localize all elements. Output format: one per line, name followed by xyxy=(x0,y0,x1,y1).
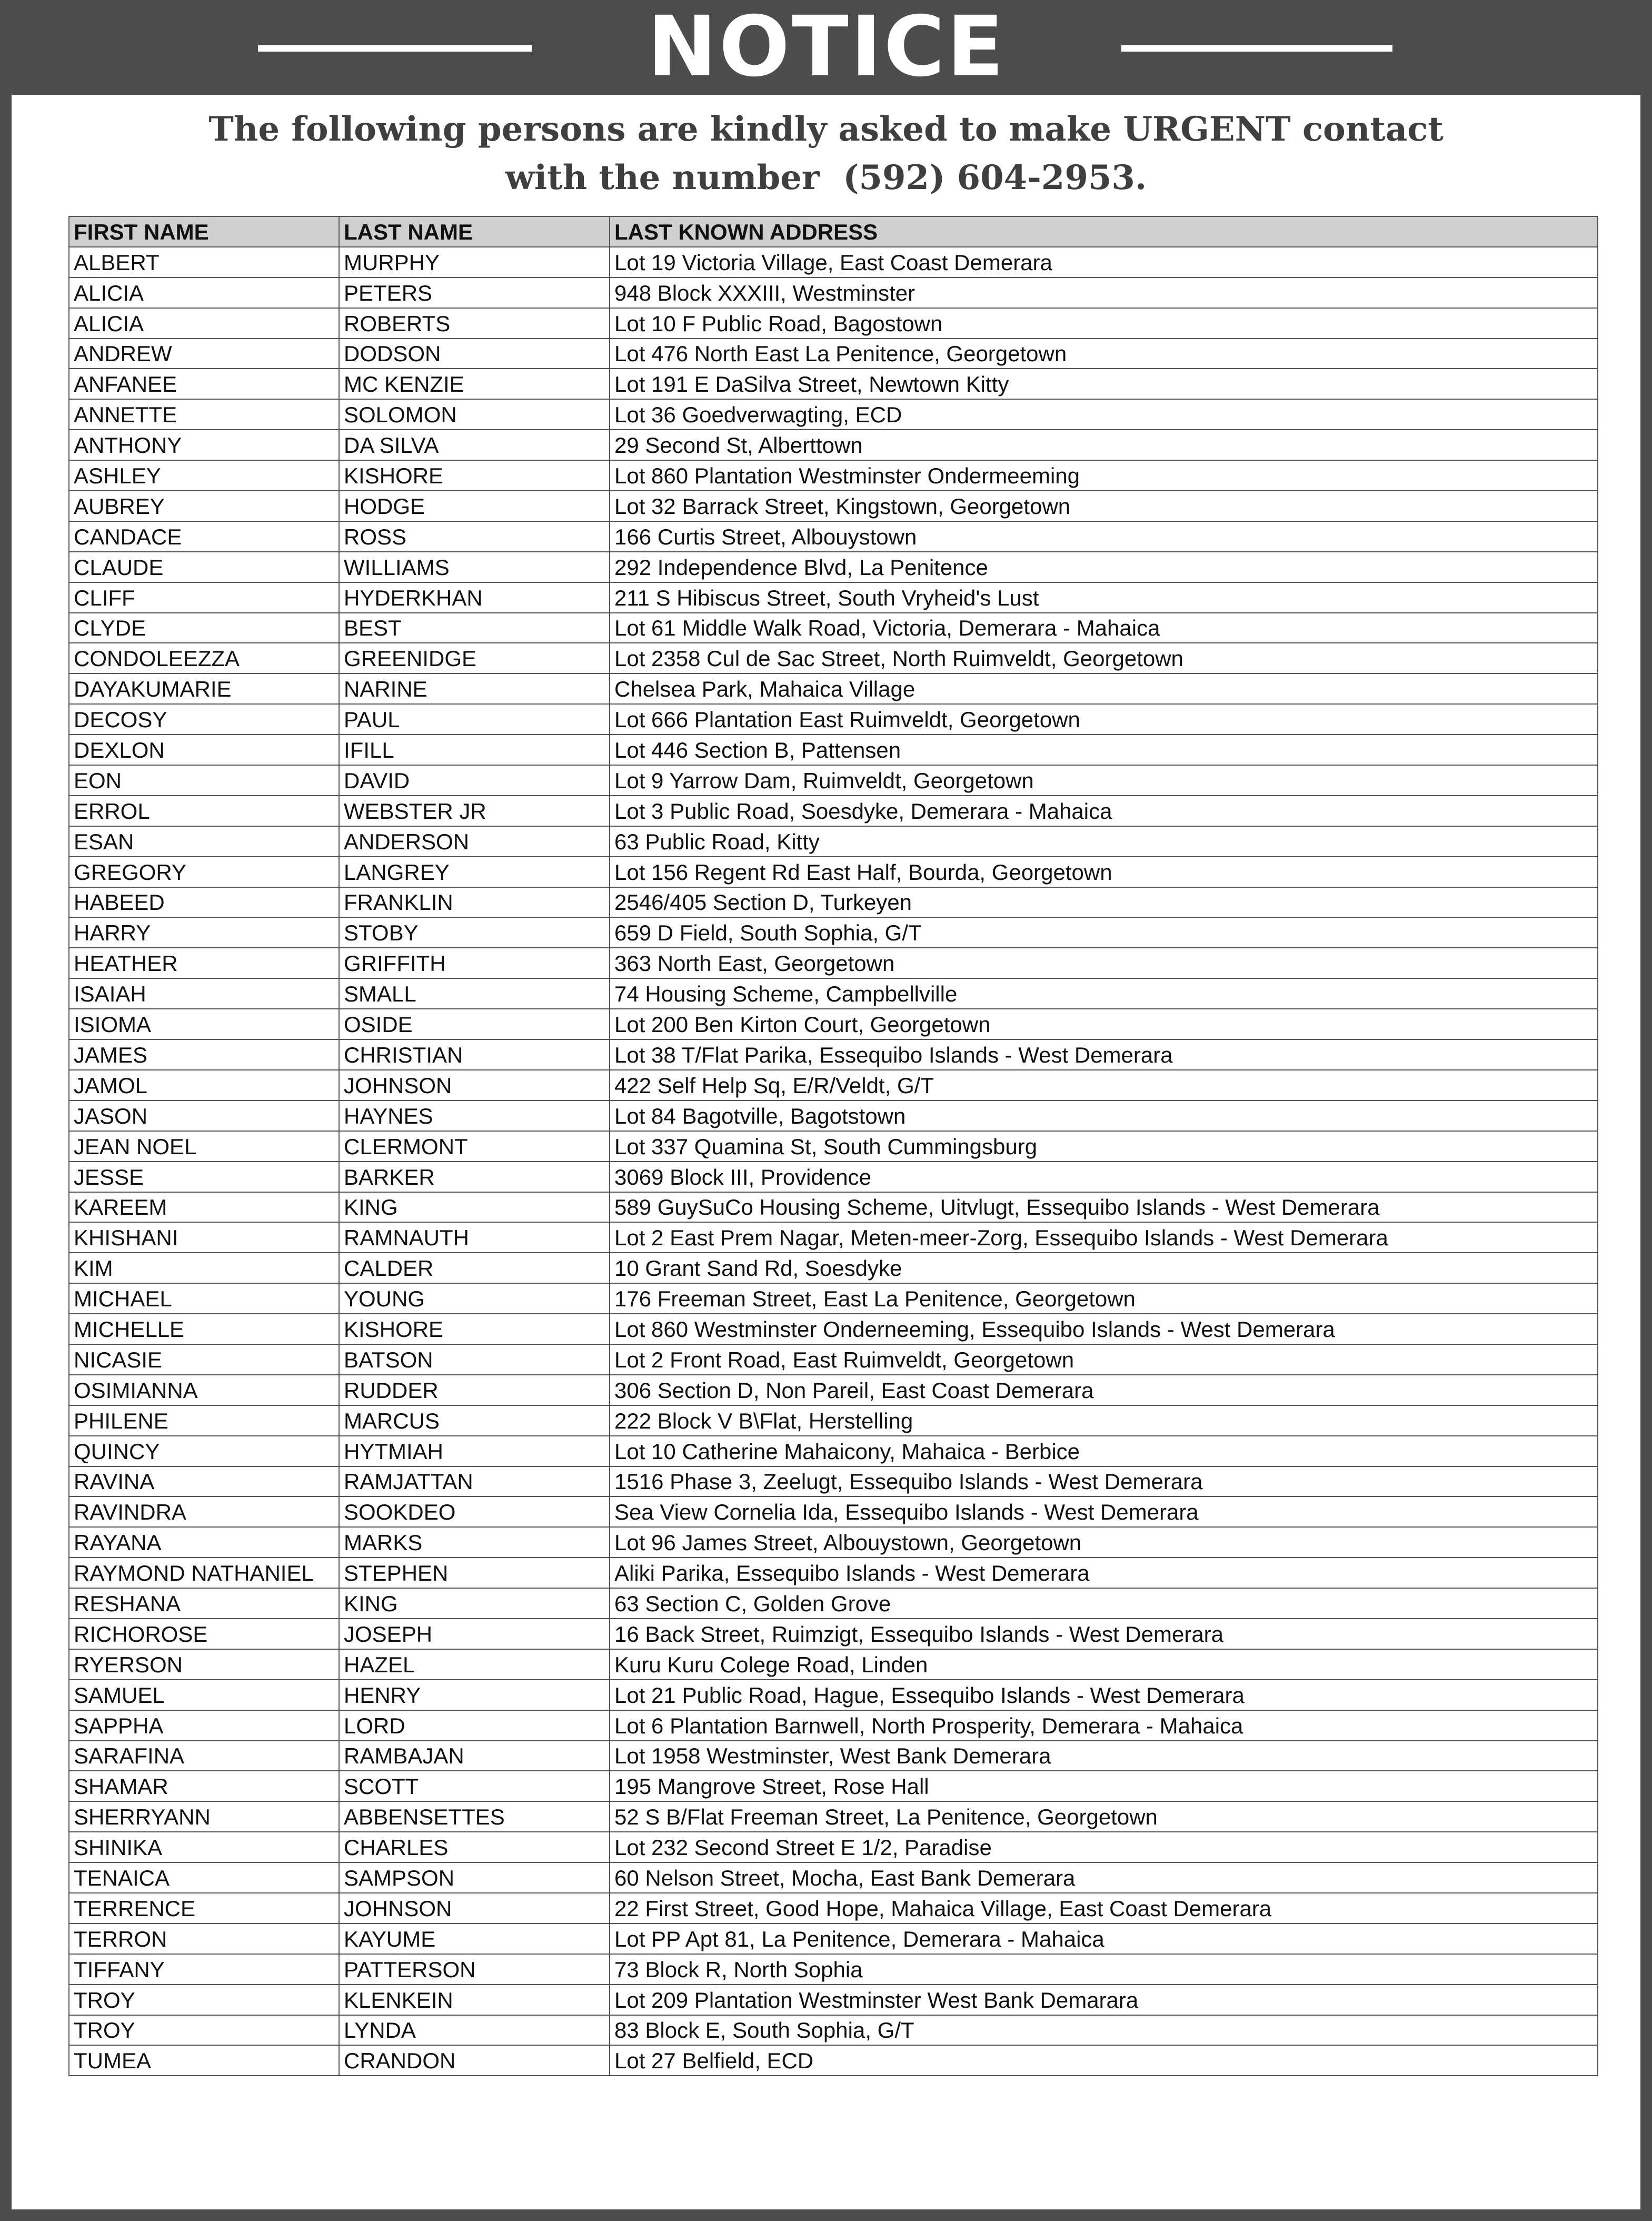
table-row xyxy=(69,1039,1598,1070)
last-name-cell: KAYUME xyxy=(339,1923,610,1954)
first-name-cell: SAMUEL xyxy=(69,1680,339,1710)
table-row xyxy=(69,1009,1598,1039)
first-name-cell: OSIMIANNA xyxy=(69,1375,339,1405)
address-cell: 16 Back Street, Ruimzigt, Essequibo Islands - West Demerara xyxy=(610,1619,1598,1649)
last-name-cell: HAYNES xyxy=(339,1100,610,1131)
address-cell: Lot 84 Bagotville, Bagotstown xyxy=(610,1100,1598,1131)
table-row xyxy=(69,1314,1598,1344)
table-row xyxy=(69,1862,1598,1893)
first-name-cell: PHILENE xyxy=(69,1405,339,1436)
last-name-cell: WEBSTER JR xyxy=(339,796,610,826)
first-name-cell: ISIOMA xyxy=(69,1009,339,1039)
first-name-cell: AUBREY xyxy=(69,491,339,521)
address-cell: 2546/405 Section D, Turkeyen xyxy=(610,887,1598,918)
table-row xyxy=(69,369,1598,399)
address-cell: Aliki Parika, Essequibo Islands - West Demerara xyxy=(610,1558,1598,1588)
first-name-cell: KIM xyxy=(69,1253,339,1283)
address-cell: Lot 38 T/Flat Parika, Essequibo Islands - West Demerara xyxy=(610,1039,1598,1070)
last-name-cell: MC KENZIE xyxy=(339,369,610,399)
address-cell: Lot 2358 Cul de Sac Street, North Ruimveldt, Georgetown xyxy=(610,643,1598,673)
address-cell: Lot 3 Public Road, Soesdyke, Demerara - Mahaica xyxy=(610,796,1598,826)
persons-table-wrap xyxy=(68,216,1597,2076)
address-cell: 29 Second St, Alberttown xyxy=(610,430,1598,460)
table-row xyxy=(69,643,1598,673)
last-name-cell: NARINE xyxy=(339,673,610,704)
first-name-cell: CANDACE xyxy=(69,521,339,552)
address-cell: 292 Independence Blvd, La Penitence xyxy=(610,552,1598,582)
address-cell: 10 Grant Sand Rd, Soesdyke xyxy=(610,1253,1598,1283)
last-name-cell: BARKER xyxy=(339,1162,610,1192)
last-name-cell: RAMJATTAN xyxy=(339,1466,610,1497)
address-cell: 948 Block XXXIII, Westminster xyxy=(610,277,1598,308)
first-name-cell: SHINIKA xyxy=(69,1832,339,1862)
address-cell: 222 Block V B\Flat, Herstelling xyxy=(610,1405,1598,1436)
last-name-cell: HYDERKHAN xyxy=(339,582,610,613)
address-cell: Lot 209 Plantation Westminster West Bank Demarara xyxy=(610,1985,1598,2015)
last-name-cell: SCOTT xyxy=(339,1771,610,1801)
header-first-name: FIRST NAME xyxy=(69,216,339,247)
table-row xyxy=(69,582,1598,613)
table-row xyxy=(69,1466,1598,1497)
last-name-cell: MARCUS xyxy=(339,1405,610,1436)
address-cell: Lot 2 Front Road, East Ruimveldt, Georgetown xyxy=(610,1344,1598,1375)
first-name-cell: JAMES xyxy=(69,1039,339,1070)
address-cell: 422 Self Help Sq, E/R/Veldt, G/T xyxy=(610,1070,1598,1100)
first-name-cell: TUMEA xyxy=(69,2045,339,2076)
table-row xyxy=(69,1558,1598,1588)
banner-rule-left xyxy=(258,45,532,52)
last-name-cell: KING xyxy=(339,1588,610,1619)
address-cell: Lot 10 F Public Road, Bagostown xyxy=(610,308,1598,339)
table-header-row xyxy=(69,216,1598,247)
first-name-cell: NICASIE xyxy=(69,1344,339,1375)
first-name-cell: RAYANA xyxy=(69,1527,339,1558)
table-row xyxy=(69,247,1598,277)
last-name-cell: GREENIDGE xyxy=(339,643,610,673)
address-cell: 306 Section D, Non Pareil, East Coast Demerara xyxy=(610,1375,1598,1405)
first-name-cell: DEXLON xyxy=(69,735,339,765)
first-name-cell: JAMOL xyxy=(69,1070,339,1100)
table-row xyxy=(69,735,1598,765)
address-cell: Lot 156 Regent Rd East Half, Bourda, Georgetown xyxy=(610,857,1598,887)
address-cell: 52 S B/Flat Freeman Street, La Penitence, Georgetown xyxy=(610,1801,1598,1832)
table-row xyxy=(69,1619,1598,1649)
last-name-cell: JOHNSON xyxy=(339,1893,610,1923)
first-name-cell: JESSE xyxy=(69,1162,339,1192)
first-name-cell: TROY xyxy=(69,1985,339,2015)
first-name-cell: ANDREW xyxy=(69,339,339,369)
last-name-cell: HENRY xyxy=(339,1680,610,1710)
first-name-cell: HABEED xyxy=(69,887,339,918)
first-name-cell: EON xyxy=(69,765,339,796)
last-name-cell: BEST xyxy=(339,613,610,643)
table-row xyxy=(69,1344,1598,1375)
headline-line-2: with the number (592) 604-2953. xyxy=(505,158,1147,197)
last-name-cell: PAUL xyxy=(339,704,610,735)
table-row xyxy=(69,796,1598,826)
last-name-cell: IFILL xyxy=(339,735,610,765)
table-row xyxy=(69,521,1598,552)
first-name-cell: MICHELLE xyxy=(69,1314,339,1344)
table-row xyxy=(69,1588,1598,1619)
table-row xyxy=(69,887,1598,918)
address-cell: 1516 Phase 3, Zeelugt, Essequibo Islands - West Demerara xyxy=(610,1466,1598,1497)
address-cell: 211 S Hibiscus Street, South Vryheid's Lust xyxy=(610,582,1598,613)
first-name-cell: ANNETTE xyxy=(69,399,339,430)
first-name-cell: SHAMAR xyxy=(69,1771,339,1801)
address-cell: 22 First Street, Good Hope, Mahaica Village, East Coast Demerara xyxy=(610,1893,1598,1923)
address-cell: 166 Curtis Street, Albouystown xyxy=(610,521,1598,552)
first-name-cell: RESHANA xyxy=(69,1588,339,1619)
first-name-cell: ESAN xyxy=(69,826,339,857)
last-name-cell: FRANKLIN xyxy=(339,887,610,918)
first-name-cell: SAPPHA xyxy=(69,1710,339,1741)
first-name-cell: KHISHANI xyxy=(69,1222,339,1253)
table-row xyxy=(69,1649,1598,1680)
table-row xyxy=(69,1771,1598,1801)
banner-rule-right xyxy=(1121,45,1392,52)
address-cell: 363 North East, Georgetown xyxy=(610,948,1598,978)
last-name-cell: CHARLES xyxy=(339,1832,610,1862)
address-cell: 659 D Field, South Sophia, G/T xyxy=(610,917,1598,948)
last-name-cell: WILLIAMS xyxy=(339,552,610,582)
last-name-cell: LANGREY xyxy=(339,857,610,887)
address-cell: Lot 200 Ben Kirton Court, Georgetown xyxy=(610,1009,1598,1039)
table-row xyxy=(69,1954,1598,1985)
table-row xyxy=(69,1375,1598,1405)
table-row xyxy=(69,1070,1598,1100)
first-name-cell: TROY xyxy=(69,2015,339,2046)
notice-headline xyxy=(12,105,1640,202)
last-name-cell: KISHORE xyxy=(339,1314,610,1344)
last-name-cell: ROBERTS xyxy=(339,308,610,339)
table-row xyxy=(69,339,1598,369)
first-name-cell: SARAFINA xyxy=(69,1741,339,1771)
address-cell: 60 Nelson Street, Mocha, East Bank Demerara xyxy=(610,1862,1598,1893)
address-cell: Lot 27 Belfield, ECD xyxy=(610,2045,1598,2076)
address-cell: 63 Public Road, Kitty xyxy=(610,826,1598,857)
address-cell: Lot 61 Middle Walk Road, Victoria, Demerara - Mahaica xyxy=(610,613,1598,643)
last-name-cell: PETERS xyxy=(339,277,610,308)
table-row xyxy=(69,1680,1598,1710)
last-name-cell: STEPHEN xyxy=(339,1558,610,1588)
table-row xyxy=(69,308,1598,339)
address-cell: Lot 9 Yarrow Dam, Ruimveldt, Georgetown xyxy=(610,765,1598,796)
last-name-cell: DA SILVA xyxy=(339,430,610,460)
first-name-cell: SHERRYANN xyxy=(69,1801,339,1832)
first-name-cell: CONDOLEEZZA xyxy=(69,643,339,673)
address-cell: 63 Section C, Golden Grove xyxy=(610,1588,1598,1619)
table-body xyxy=(69,247,1598,2076)
table-row xyxy=(69,1985,1598,2015)
table-row xyxy=(69,1436,1598,1466)
address-cell: 589 GuySuCo Housing Scheme, Uitvlugt, Essequibo Islands - West Demerara xyxy=(610,1192,1598,1223)
table-row xyxy=(69,1710,1598,1741)
last-name-cell: SOOKDEO xyxy=(339,1496,610,1527)
table-row xyxy=(69,1527,1598,1558)
first-name-cell: ANFANEE xyxy=(69,369,339,399)
first-name-cell: HEATHER xyxy=(69,948,339,978)
table-row xyxy=(69,948,1598,978)
last-name-cell: RAMNAUTH xyxy=(339,1222,610,1253)
address-cell: 73 Block R, North Sophia xyxy=(610,1954,1598,1985)
table-row xyxy=(69,1222,1598,1253)
first-name-cell: GREGORY xyxy=(69,857,339,887)
persons-table xyxy=(68,216,1598,2076)
table-row xyxy=(69,460,1598,491)
address-cell: Lot 860 Plantation Westminster Ondermeeming xyxy=(610,460,1598,491)
last-name-cell: JOSEPH xyxy=(339,1619,610,1649)
first-name-cell: RAVINDRA xyxy=(69,1496,339,1527)
last-name-cell: GRIFFITH xyxy=(339,948,610,978)
first-name-cell: HARRY xyxy=(69,917,339,948)
first-name-cell: DAYAKUMARIE xyxy=(69,673,339,704)
last-name-cell: MARKS xyxy=(339,1527,610,1558)
address-cell: 74 Housing Scheme, Campbellville xyxy=(610,978,1598,1009)
address-cell: Lot 2 East Prem Nagar, Meten-meer-Zorg, Essequibo Islands - West Demerara xyxy=(610,1222,1598,1253)
address-cell: Lot 19 Victoria Village, East Coast Demerara xyxy=(610,247,1598,277)
table-row xyxy=(69,673,1598,704)
last-name-cell: JOHNSON xyxy=(339,1070,610,1100)
last-name-cell: YOUNG xyxy=(339,1283,610,1314)
table-row xyxy=(69,1405,1598,1436)
address-cell: Lot 860 Westminster Onderneeming, Essequibo Islands - West Demerara xyxy=(610,1314,1598,1344)
address-cell: Lot 476 North East La Penitence, Georgetown xyxy=(610,339,1598,369)
first-name-cell: MICHAEL xyxy=(69,1283,339,1314)
last-name-cell: CALDER xyxy=(339,1253,610,1283)
address-cell: Lot 10 Catherine Mahaicony, Mahaica - Berbice xyxy=(610,1436,1598,1466)
address-cell: 195 Mangrove Street, Rose Hall xyxy=(610,1771,1598,1801)
last-name-cell: HAZEL xyxy=(339,1649,610,1680)
address-cell: Lot 1958 Westminster, West Bank Demerara xyxy=(610,1741,1598,1771)
last-name-cell: KLENKEIN xyxy=(339,1985,610,2015)
last-name-cell: HYTMIAH xyxy=(339,1436,610,1466)
header-last-known-address: LAST KNOWN ADDRESS xyxy=(610,216,1598,247)
table-row xyxy=(69,277,1598,308)
last-name-cell: LYNDA xyxy=(339,2015,610,2046)
last-name-cell: PATTERSON xyxy=(339,1954,610,1985)
last-name-cell: KING xyxy=(339,1192,610,1223)
table-row xyxy=(69,826,1598,857)
address-cell: 176 Freeman Street, East La Penitence, Georgetown xyxy=(610,1283,1598,1314)
table-row xyxy=(69,1801,1598,1832)
table-row xyxy=(69,704,1598,735)
first-name-cell: JEAN NOEL xyxy=(69,1131,339,1162)
table-row xyxy=(69,1832,1598,1862)
table-row xyxy=(69,765,1598,796)
last-name-cell: BATSON xyxy=(339,1344,610,1375)
table-row xyxy=(69,857,1598,887)
address-cell: 83 Block E, South Sophia, G/T xyxy=(610,2015,1598,2046)
last-name-cell: SMALL xyxy=(339,978,610,1009)
table-row xyxy=(69,1100,1598,1131)
last-name-cell: STOBY xyxy=(339,917,610,948)
first-name-cell: TENAICA xyxy=(69,1862,339,1893)
last-name-cell: ABBENSETTES xyxy=(339,1801,610,1832)
address-cell: Sea View Cornelia Ida, Essequibo Islands - West Demerara xyxy=(610,1496,1598,1527)
address-cell: Lot 36 Goedverwagting, ECD xyxy=(610,399,1598,430)
first-name-cell: CLIFF xyxy=(69,582,339,613)
address-cell: Lot 446 Section B, Pattensen xyxy=(610,735,1598,765)
address-cell: Lot 232 Second Street E 1/2, Paradise xyxy=(610,1832,1598,1862)
table-row xyxy=(69,1131,1598,1162)
address-cell: Lot PP Apt 81, La Penitence, Demerara - Mahaica xyxy=(610,1923,1598,1954)
address-cell: Lot 337 Quamina St, South Cummingsburg xyxy=(610,1131,1598,1162)
first-name-cell: JASON xyxy=(69,1100,339,1131)
table-row xyxy=(69,2045,1598,2076)
table-row xyxy=(69,1283,1598,1314)
table-row xyxy=(69,1253,1598,1283)
address-cell: Lot 21 Public Road, Hague, Essequibo Islands - West Demerara xyxy=(610,1680,1598,1710)
last-name-cell: SAMPSON xyxy=(339,1862,610,1893)
address-cell: Lot 666 Plantation East Ruimveldt, Georgetown xyxy=(610,704,1598,735)
table-row xyxy=(69,399,1598,430)
last-name-cell: OSIDE xyxy=(339,1009,610,1039)
address-cell: Lot 191 E DaSilva Street, Newtown Kitty xyxy=(610,369,1598,399)
table-row xyxy=(69,491,1598,521)
address-cell: Lot 6 Plantation Barnwell, North Prosperity, Demerara - Mahaica xyxy=(610,1710,1598,1741)
address-cell: Chelsea Park, Mahaica Village xyxy=(610,673,1598,704)
last-name-cell: HODGE xyxy=(339,491,610,521)
address-cell: Lot 32 Barrack Street, Kingstown, Georgetown xyxy=(610,491,1598,521)
first-name-cell: RICHOROSE xyxy=(69,1619,339,1649)
last-name-cell: CRANDON xyxy=(339,2045,610,2076)
table-row xyxy=(69,1162,1598,1192)
table-row xyxy=(69,552,1598,582)
banner-title-text: NOTICE xyxy=(647,0,1006,95)
last-name-cell: DAVID xyxy=(339,765,610,796)
first-name-cell: RAYMOND NATHANIEL xyxy=(69,1558,339,1588)
table-row xyxy=(69,1741,1598,1771)
last-name-cell: CLERMONT xyxy=(339,1131,610,1162)
last-name-cell: ANDERSON xyxy=(339,826,610,857)
first-name-cell: KAREEM xyxy=(69,1192,339,1223)
table-row xyxy=(69,1923,1598,1954)
first-name-cell: ISAIAH xyxy=(69,978,339,1009)
first-name-cell: CLYDE xyxy=(69,613,339,643)
first-name-cell: RYERSON xyxy=(69,1649,339,1680)
table-row xyxy=(69,1192,1598,1223)
first-name-cell: ALBERT xyxy=(69,247,339,277)
table-row xyxy=(69,1893,1598,1923)
first-name-cell: ALICIA xyxy=(69,277,339,308)
first-name-cell: ANTHONY xyxy=(69,430,339,460)
first-name-cell: TERRON xyxy=(69,1923,339,1954)
last-name-cell: SOLOMON xyxy=(339,399,610,430)
first-name-cell: RAVINA xyxy=(69,1466,339,1497)
address-cell: Lot 96 James Street, Albouystown, Georgetown xyxy=(610,1527,1598,1558)
table-row xyxy=(69,613,1598,643)
table-row xyxy=(69,2015,1598,2046)
table-row xyxy=(69,430,1598,460)
first-name-cell: ERROL xyxy=(69,796,339,826)
last-name-cell: RAMBAJAN xyxy=(339,1741,610,1771)
header-last-name: LAST NAME xyxy=(339,216,610,247)
last-name-cell: LORD xyxy=(339,1710,610,1741)
last-name-cell: MURPHY xyxy=(339,247,610,277)
table-row xyxy=(69,978,1598,1009)
last-name-cell: ROSS xyxy=(339,521,610,552)
last-name-cell: DODSON xyxy=(339,339,610,369)
first-name-cell: DECOSY xyxy=(69,704,339,735)
table-row xyxy=(69,1496,1598,1527)
notice-banner xyxy=(0,0,1652,95)
first-name-cell: ASHLEY xyxy=(69,460,339,491)
last-name-cell: CHRISTIAN xyxy=(339,1039,610,1070)
address-cell: Kuru Kuru Colege Road, Linden xyxy=(610,1649,1598,1680)
first-name-cell: QUINCY xyxy=(69,1436,339,1466)
headline-line-1: The following persons are kindly asked to make URGENT contact xyxy=(208,110,1444,149)
first-name-cell: ALICIA xyxy=(69,308,339,339)
last-name-cell: RUDDER xyxy=(339,1375,610,1405)
last-name-cell: KISHORE xyxy=(339,460,610,491)
table-row xyxy=(69,917,1598,948)
address-cell: 3069 Block III, Providence xyxy=(610,1162,1598,1192)
first-name-cell: CLAUDE xyxy=(69,552,339,582)
banner-title xyxy=(558,0,1095,95)
first-name-cell: TERRENCE xyxy=(69,1893,339,1923)
first-name-cell: TIFFANY xyxy=(69,1954,339,1985)
